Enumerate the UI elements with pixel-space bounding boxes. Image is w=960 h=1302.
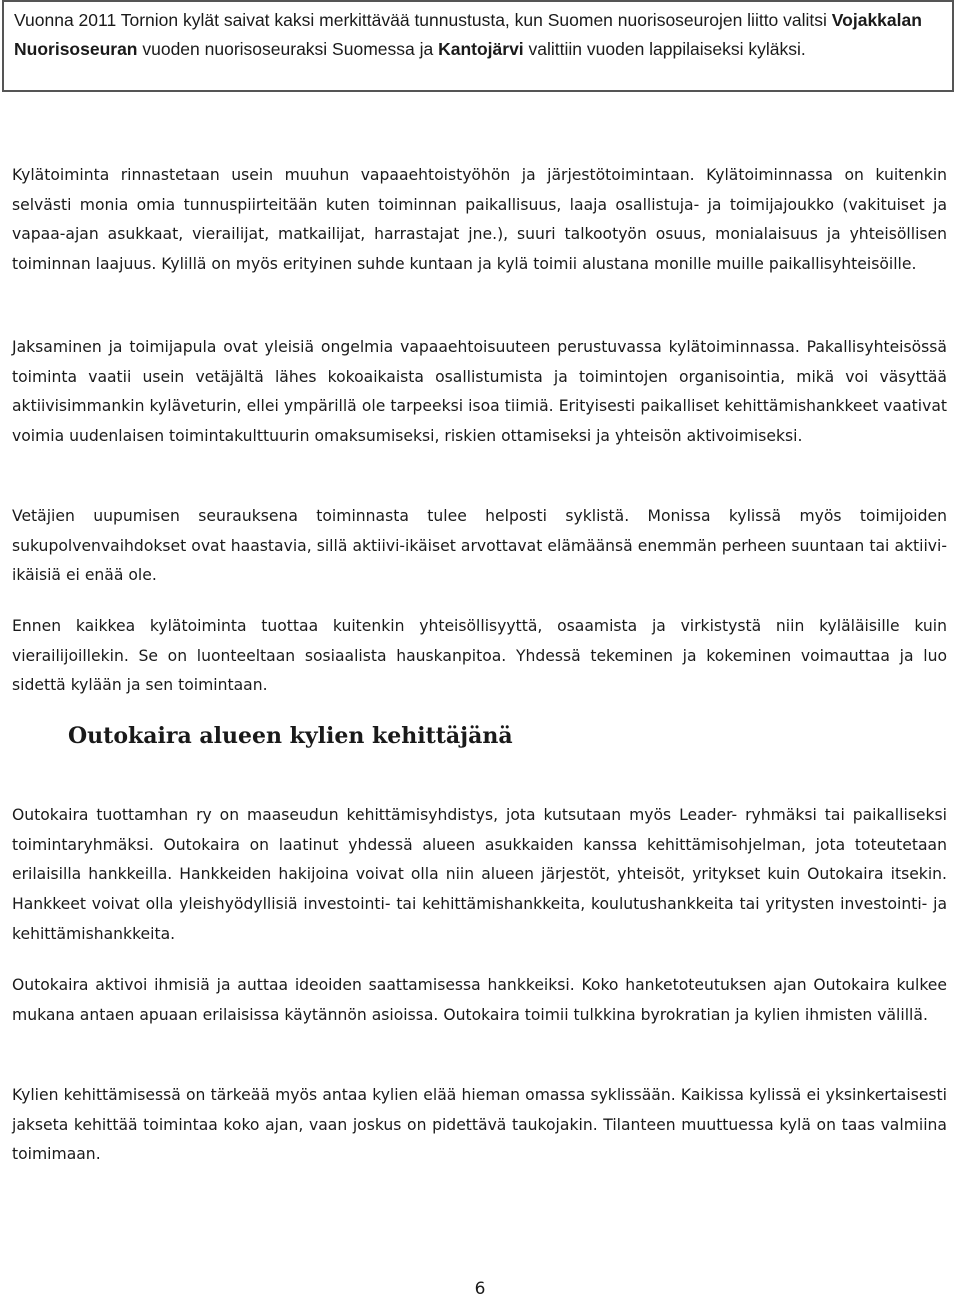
highlight-textbox [2,0,954,92]
textbox-text-1: Vuonna 2011 Tornion kylät saivat kaksi merkittävää tunnustusta, kun Suomen nuorisoseurojen liitto valitsi [14,10,832,30]
paragraph-coping: Jaksaminen ja toimijapula ovat yleisiä ongelmia vapaaehtoisuuteen perustuvassa kylätoiminnassa. Pakallisyhteisössä toiminta vaatii usein vetäjältä lähes kokoaikaista osallistumista ja toimintojen organisointia, mikä voi väsyttää aktiivisimmankin kyläveturin, ellei ympärillä ole tarpeeksi isoa tiimiä. Erityisesti paikalliset kehittämishankkeet vaativat voimia uudenlaisen toimintakulttuurin omaksumiseksi, riskien ottamiseksi ja yhteisön aktivoimiseksi. [12,338,947,446]
textbox-text-2: vuoden nuorisoseuraksi Suomessa ja [137,39,439,59]
paragraph-outokaira-intro: Outokaira tuottamhan ry on maaseudun kehittämisyhdistys, jota kutsutaan myös Leader- ryhmäksi tai paikalliseksi toimintaryhmäksi. Outokaira on laatinut yhdessä alueen asukkaiden kanssa kehittämisohjelman, jota toteutetaan erilaisilla hankkeilla. Hankkeiden hakijoina voivat olla niin alueen järjestöt, yhteisöt, yritykset kuin Outokaira itsekin. Hankkeet voivat olla yleishyödyllisiä investointi- tai kehittämishankkeita, koulutushankkeita tai yritysten investointi- ja kehittämishankkeita. [12,806,947,943]
textbox-bold-village: Kantojärvi [438,39,524,59]
page-number: 6 [474,1279,486,1299]
paragraph-village-activity: Kylätoiminta rinnastetaan usein muuhun vapaaehtoistyöhön ja järjestötoimintaan. Kylätoiminnassa on kuitenkin selvästi monia omia tunnuspiirteitään kuten toiminnan paikallisuus, laaja osallistuja- ja toimijajoukko (vakituiset ja vapaa-ajan asukkaat, vierailijat, matkailijat, harrastajat jne.), suuri talkootyön osuus, monialaisuus ja yhteisöllisen toiminnan laajuus. Kylillä on myös erityinen suhde kuntaan ja kylä toimii alustana monille muille paikallisyhteisöille. [12,166,947,274]
paragraph-outokaira-activation: Outokaira aktivoi ihmisiä ja auttaa ideoiden saattamisessa hankkeiksi. Koko hanketoteutuksen ajan Outokaira kulkee mukana antaen apuaan erilaisissa käytännön asioissa. Outokaira toimii tulkkina byrokratian ja kylien ihmisten välillä. [12,976,947,1024]
paragraph-village-cycles: Kylien kehittämisessä on tärkeää myös antaa kylien elää hieman omassa syklissään. Kaikissa kylissä ei yksinkertaisesti jakseta kehittää toimintaa koko ajan, vaan joskus on pidettävä taukojakin. Tilanteen muuttuessa kylä on taas valmiina toimimaan. [12,1086,947,1164]
section-heading: Outokaira alueen kylien kehittäjänä [68,723,513,749]
paragraph-community: Ennen kaikkea kylätoiminta tuottaa kuitenkin yhteisöllisyyttä, osaamista ja virkistystä niin kyläläisille kuin vierailijoillekin. Se on luonteeltaan sosiaalista hauskanpitoa. Yhdessä tekeminen ja kokeminen voimauttaa ja luo sidettä kylään ja sen toimintaan. [12,617,947,695]
textbox-bold-club: Vojakkalan Nuorisoseuran [14,10,922,59]
paragraph-burnout: Vetäjien uupumisen seurauksena toiminnasta tulee helposti syklistä. Monissa kylissä myös toimijoiden sukupolvenvaihdokset ovat haastavia, sillä aktiivi-ikäiset arvottavat elämäänsä enemmän perheen suuntaan tai aktiivi-ikäisiä ei enää ole. [12,507,947,585]
textbox-text-3: valittiin vuoden lappilaiseksi kyläksi. [523,39,806,59]
